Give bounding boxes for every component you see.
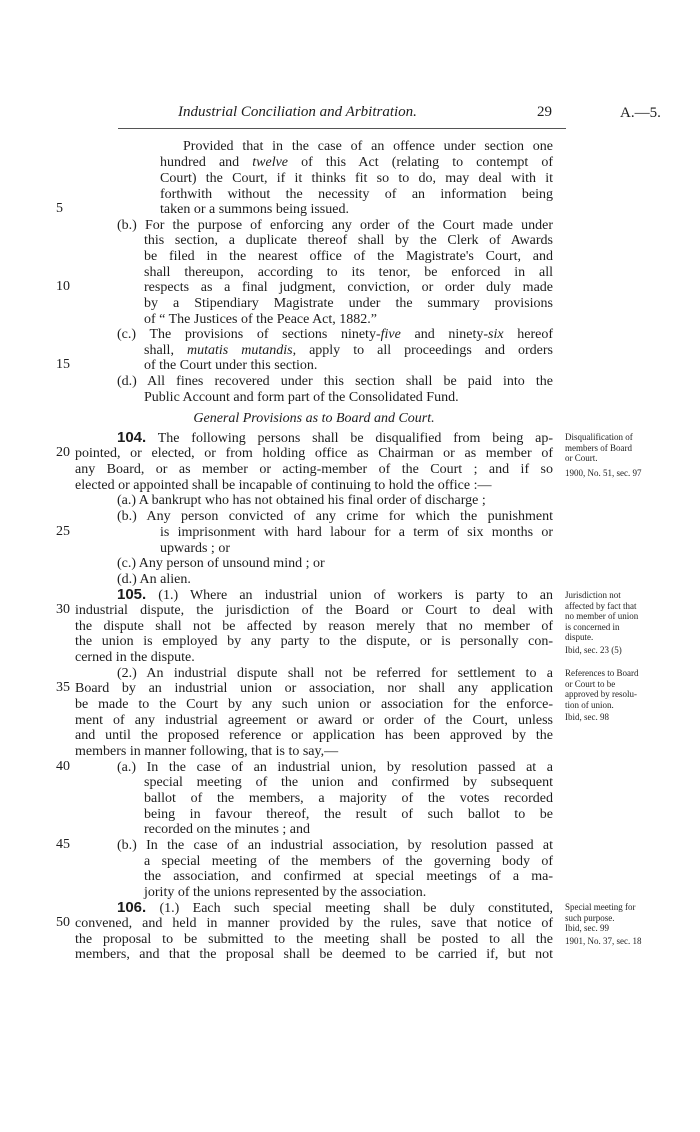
- line-number: 40: [56, 759, 70, 774]
- line-number: 50: [56, 915, 70, 930]
- body-line: convened, and held in manner provided by the rules, save that notice of: [75, 916, 553, 931]
- line-number: 5: [56, 201, 63, 216]
- line-number: 35: [56, 680, 70, 695]
- margin-note: Disqualification of members of Board or Court. 1900, No. 51, sec. 97: [565, 432, 642, 478]
- body-line: recorded on the minutes ; and: [144, 822, 311, 837]
- line-number: 10: [56, 279, 70, 294]
- margin-note: Special meeting for such purpose. Ibid, sec. 99 1901, No. 37, sec. 18: [565, 902, 642, 946]
- body-line: members, and that the proposal shall be deemed to be carried if, but not: [75, 947, 553, 962]
- line-number: 15: [56, 357, 70, 372]
- body-line: of the Court under this section.: [144, 358, 318, 373]
- body-line: elected or appointed shall be incapable of continuing to hold the office :—: [75, 478, 492, 493]
- line-number: 25: [56, 524, 70, 539]
- body-line: (b.) In the case of an industrial association, by resolution passed at: [117, 838, 553, 853]
- margin-note: References to Board or Court to be approved by resolu- tion of union. Ibid, sec. 98: [565, 668, 639, 723]
- body-line: (b.) For the purpose of enforcing any order of the Court made under: [117, 218, 553, 233]
- body-line: and until the proposed reference or application has been approved by the: [75, 728, 553, 743]
- body-line: hundred and twelve of this Act (relating to contempt of: [160, 155, 554, 170]
- body-line: (c.) The provisions of sections ninety-five and ninety-six hereof: [117, 327, 553, 342]
- body-line: is imprisonment with hard labour for a term of six months or: [160, 525, 553, 540]
- body-line: by a Stipendiary Magistrate under the summary provisions: [144, 296, 553, 311]
- body-line: Board by an industrial union or association, nor shall any application: [75, 681, 553, 696]
- body-line: (d.) An alien.: [117, 572, 191, 587]
- line-number: 20: [56, 445, 70, 460]
- body-line: (c.) Any person of unsound mind ; or: [117, 556, 325, 571]
- body-line: the proposal to be submitted to the meeting shall be posted to all the: [75, 932, 553, 947]
- body-line: industrial dispute, the jurisdiction of the Board or Court to deal with: [75, 603, 553, 618]
- body-line: special meeting of the union and confirmed by subsequent: [144, 775, 553, 790]
- body-line: shall, mutatis mutandis, apply to all proceedings and orders: [144, 343, 553, 358]
- body-line: (d.) All fines recovered under this section shall be paid into the: [117, 374, 553, 389]
- body-line: 104. The following persons shall be disqualified from being ap-: [117, 429, 553, 446]
- body-line: ment of any industrial agreement or award or order of the Court, unless: [75, 713, 553, 728]
- body-line: the dispute shall not be affected by reason merely that no member of: [75, 619, 553, 634]
- body-line: any Board, or as member or acting-member of the Court ; and if so: [75, 462, 553, 477]
- body-line: upwards ; or: [160, 541, 230, 556]
- body-line: members in manner following, that is to say,—: [75, 744, 339, 759]
- body-line: ballot of the members, a majority of the votes recorded: [144, 791, 553, 806]
- section-number: 104.: [117, 429, 147, 446]
- body-line: the association, and confirmed at special meetings of a ma-: [144, 869, 553, 884]
- body-line: a special meeting of the members of the governing body of: [144, 854, 553, 869]
- body-line: be filed in the nearest office of the Magistrate's Court, and: [144, 249, 553, 264]
- section-heading: General Provisions as to Board and Court.: [193, 411, 435, 426]
- body-line: (b.) Any person convicted of any crime for which the punishment: [117, 509, 553, 524]
- body-line: (a.) A bankrupt who has not obtained his final order of discharge ;: [117, 493, 486, 508]
- running-title: Industrial Conciliation and Arbitration.: [178, 104, 417, 120]
- header-rule: [118, 128, 566, 129]
- body-line: Public Account and form part of the Consolidated Fund.: [144, 390, 459, 405]
- body-line: 106. (1.) Each such special meeting shall be duly constituted,: [117, 899, 553, 916]
- body-line: the union is employed by any party to the dispute, or is personally con-: [75, 634, 553, 649]
- body-line: being in favour thereof, the result of such ballot to be: [144, 807, 553, 822]
- body-line: be made to the Court by any such union or association for the enforce-: [75, 697, 553, 712]
- margin-note: Jurisdiction not affected by fact that no member of union is concerned in dispute. Ibid, sec. 23 (5): [565, 590, 639, 655]
- line-number: 45: [56, 837, 70, 852]
- body-line: cerned in the dispute.: [75, 650, 195, 665]
- body-line: shall thereupon, according to its tenor, be enforced in all: [144, 265, 553, 280]
- section-number: 105.: [117, 586, 147, 603]
- body-line: Court) the Court, if it thinks fit so to do, may deal with it: [160, 171, 553, 186]
- body-line: 105. (1.) Where an industrial union of workers is party to an: [117, 586, 553, 603]
- body-line: pointed, or elected, or from holding office as Chairman or as member of: [75, 446, 553, 461]
- body-line: this section, a duplicate thereof shall by the Clerk of Awards: [144, 233, 553, 248]
- body-line: Provided that in the case of an offence under section one: [183, 139, 553, 154]
- body-line: of “ The Justices of the Peace Act, 1882.”: [144, 312, 378, 327]
- body-line: respects as a final judgment, conviction, or order duly made: [144, 280, 553, 295]
- body-line: forthwith without the necessity of an information being: [160, 187, 553, 202]
- body-line: taken or a summons being issued.: [160, 202, 349, 217]
- body-line: (2.) An industrial dispute shall not be referred for settlement to a: [117, 666, 553, 681]
- body-line: (a.) In the case of an industrial union, by resolution passed at a: [117, 760, 553, 775]
- body-line: jority of the unions represented by the association.: [144, 885, 427, 900]
- section-number: 106.: [117, 899, 147, 916]
- page-number: 29: [537, 104, 552, 120]
- paper-reference: A.—5.: [620, 105, 661, 121]
- line-number: 30: [56, 602, 70, 617]
